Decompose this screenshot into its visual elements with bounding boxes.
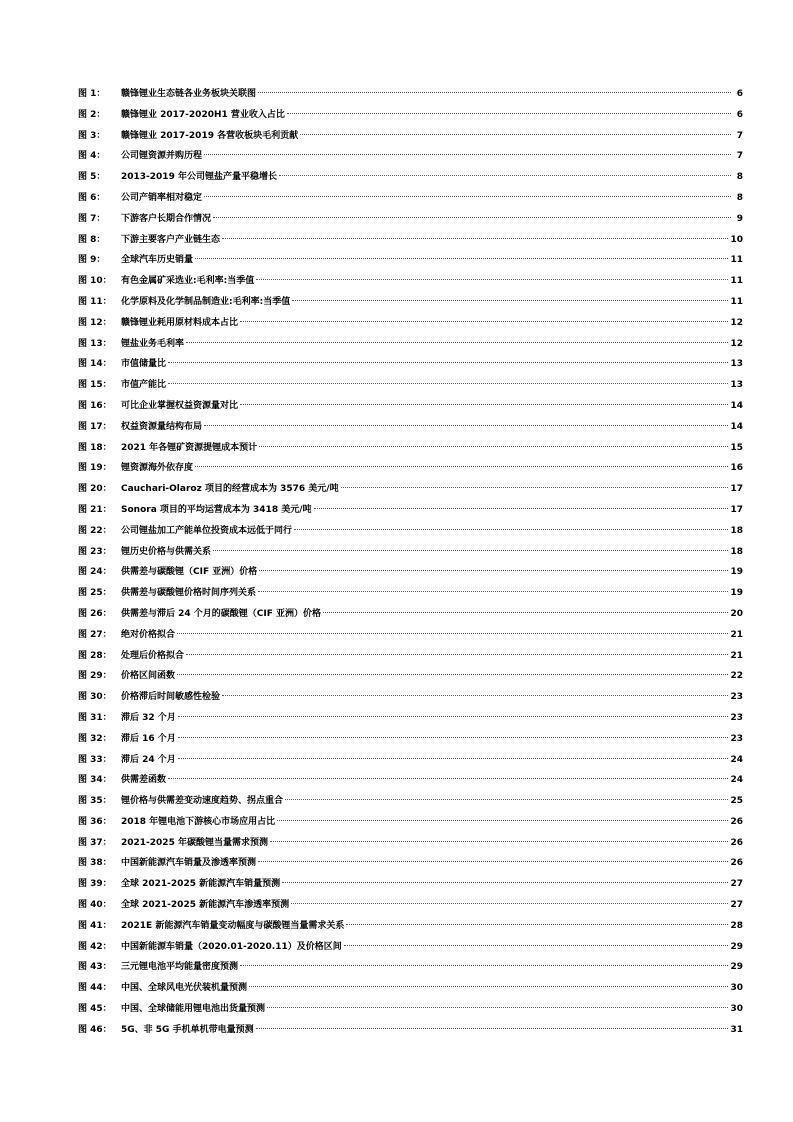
figure-number: 图 38： xyxy=(78,858,112,869)
dot-leader xyxy=(178,758,729,759)
dot-leader xyxy=(168,778,728,779)
page-number: 27 xyxy=(730,900,743,911)
figure-title: 可比企业掌握权益资源量对比 xyxy=(121,400,239,411)
dot-leader xyxy=(240,404,728,405)
figure-number: 图 31： xyxy=(78,712,112,723)
dot-leader xyxy=(204,154,731,155)
dot-leader xyxy=(258,92,731,93)
page-number: 9 xyxy=(736,213,743,224)
figure-title: 公司锂盐加工产能单位投资成本远低于同行 xyxy=(121,525,293,536)
figure-title: 锂价格与供需差变动速度趋势、拐点重合 xyxy=(121,796,284,807)
toc-entry[interactable] xyxy=(78,1020,743,1041)
figure-title: 全球 2021-2025 新能源汽车销量预测 xyxy=(121,879,281,890)
figure-title: 供需差与碳酸锂价格时间序列关系 xyxy=(121,588,257,599)
figure-number: 图 35： xyxy=(78,796,112,807)
figure-number: 图 39： xyxy=(78,879,112,890)
page-number: 13 xyxy=(730,380,743,391)
figure-number: 图 46： xyxy=(78,1024,112,1035)
figure-number: 图 28： xyxy=(78,650,112,661)
toc-entry[interactable] xyxy=(78,937,743,958)
toc-entry[interactable] xyxy=(78,916,743,937)
page-number: 26 xyxy=(730,858,743,869)
figure-title: 赣锋锂业耗用原材料成本占比 xyxy=(121,317,239,328)
dot-leader xyxy=(204,196,731,197)
dot-leader xyxy=(256,1028,729,1029)
figure-title: 中国、全球风电光伏装机量预测 xyxy=(121,983,248,994)
figure-title: 2013-2019 年公司锂盐产量平稳增长 xyxy=(121,172,277,183)
page-number: 26 xyxy=(730,816,743,827)
figure-title: 价格区间函数 xyxy=(121,671,176,682)
dot-leader xyxy=(341,487,729,488)
page-number: 13 xyxy=(730,359,743,370)
figure-number: 图 20： xyxy=(78,484,112,495)
page-number: 16 xyxy=(730,463,743,474)
figure-number: 图 30： xyxy=(78,692,112,703)
page-number: 21 xyxy=(730,629,743,640)
figure-number: 图 10： xyxy=(78,276,112,287)
toc-entry[interactable] xyxy=(78,188,743,209)
toc-entry[interactable] xyxy=(78,542,743,563)
figure-number: 图 6： xyxy=(78,192,106,203)
dot-leader xyxy=(282,882,728,883)
page-number: 19 xyxy=(730,567,743,578)
toc-entry[interactable] xyxy=(78,978,743,999)
toc-entry[interactable] xyxy=(78,770,743,791)
page-number: 15 xyxy=(730,442,743,453)
page-number: 19 xyxy=(730,588,743,599)
figure-title: 滞后 32 个月 xyxy=(121,712,176,723)
toc-entry[interactable] xyxy=(78,791,743,812)
figure-title: 公司锂资源并购历程 xyxy=(121,151,203,162)
page-number: 21 xyxy=(730,650,743,661)
toc-entry[interactable] xyxy=(78,271,743,292)
toc-entry[interactable] xyxy=(78,209,743,230)
dot-leader xyxy=(314,508,729,509)
dot-leader xyxy=(222,238,728,239)
dot-leader xyxy=(323,612,728,613)
dot-leader xyxy=(249,986,728,987)
page-number: 22 xyxy=(730,671,743,682)
figure-number: 图 14： xyxy=(78,359,112,370)
figure-number: 图 24： xyxy=(78,567,112,578)
page-number: 8 xyxy=(736,192,743,203)
figure-number: 图 23： xyxy=(78,546,112,557)
page-number: 10 xyxy=(730,234,743,245)
page-number: 29 xyxy=(730,941,743,952)
dot-leader xyxy=(177,633,728,634)
figure-title: Cauchari-Olaroz 项目的经营成本为 3576 美元/吨 xyxy=(121,484,339,495)
toc-entry[interactable] xyxy=(78,957,743,978)
page-number: 7 xyxy=(736,130,743,141)
dot-leader xyxy=(186,342,728,343)
page-number: 31 xyxy=(730,1024,743,1035)
figure-title: 全球 2021-2025 新能源汽车渗透率预测 xyxy=(121,900,290,911)
toc-entry[interactable] xyxy=(78,729,743,750)
figure-number: 图 1： xyxy=(78,89,106,99)
dot-leader xyxy=(240,321,728,322)
figure-title: 5G、非 5G 手机单机带电量预测 xyxy=(121,1024,254,1035)
page-number: 23 xyxy=(730,712,743,723)
figure-title: 化学原料及化学制品制造业:毛利率:当季值 xyxy=(121,296,291,307)
dot-leader xyxy=(270,841,729,842)
toc-entry[interactable] xyxy=(78,625,743,646)
dot-leader xyxy=(259,570,728,571)
dot-leader xyxy=(258,861,728,862)
figure-title: 市值储量比 xyxy=(121,359,167,370)
page-number: 18 xyxy=(730,525,743,536)
figure-number: 图 26： xyxy=(78,608,112,619)
figure-title: 三元锂电池平均能量密度预测 xyxy=(121,962,239,973)
figure-title: 处理后价格拟合 xyxy=(121,650,185,661)
figure-number: 图 36： xyxy=(78,816,112,827)
figure-number: 图 4： xyxy=(78,151,106,162)
toc-entry[interactable] xyxy=(78,666,743,687)
figure-title: 供需差函数 xyxy=(121,775,167,786)
dot-leader xyxy=(291,903,728,904)
figure-title: 赣锋锂业 2017-2019 各营收板块毛利贡献 xyxy=(121,130,299,141)
figure-number: 图 17： xyxy=(78,421,112,432)
figure-number: 图 16： xyxy=(78,400,112,411)
toc-entry[interactable] xyxy=(78,354,743,375)
figure-number: 图 37： xyxy=(78,837,112,848)
page-number: 11 xyxy=(730,276,743,287)
dot-leader xyxy=(177,674,728,675)
dot-leader xyxy=(300,134,731,135)
dot-leader xyxy=(186,654,728,655)
dot-leader xyxy=(277,820,728,821)
figure-number: 图 43： xyxy=(78,962,112,973)
toc-entry[interactable] xyxy=(78,999,743,1020)
figure-number: 图 2： xyxy=(78,109,106,120)
page-number: 24 xyxy=(730,754,743,765)
figure-title: 中国新能源汽车销量及渗透率预测 xyxy=(121,858,257,869)
figure-title: Sonora 项目的平均运营成本为 3418 美元/吨 xyxy=(121,504,312,515)
toc-entry[interactable] xyxy=(78,562,743,583)
dot-leader xyxy=(195,466,728,467)
toc-entry[interactable] xyxy=(78,313,743,334)
dot-leader xyxy=(279,175,731,176)
figure-title: 公司产销率相对稳定 xyxy=(121,192,203,203)
toc-entry[interactable] xyxy=(78,895,743,916)
toc-entry[interactable] xyxy=(78,375,743,396)
toc-entry[interactable] xyxy=(78,292,743,313)
toc-entry[interactable] xyxy=(78,396,743,417)
figure-title: 绝对价格拟合 xyxy=(121,629,176,640)
dot-leader xyxy=(178,716,729,717)
page-number: 24 xyxy=(730,775,743,786)
page-number: 26 xyxy=(730,837,743,848)
toc-entry[interactable] xyxy=(78,853,743,874)
page-number: 7 xyxy=(736,151,743,162)
dot-leader xyxy=(178,737,729,738)
dot-leader xyxy=(267,1007,728,1008)
page-number: 27 xyxy=(730,879,743,890)
figure-number: 图 19： xyxy=(78,463,112,474)
toc-entry[interactable] xyxy=(78,458,743,479)
toc-entry[interactable] xyxy=(78,604,743,625)
figure-title: 市值产能比 xyxy=(121,380,167,391)
page-number: 25 xyxy=(730,796,743,807)
toc-entry[interactable] xyxy=(78,146,743,167)
figure-number: 图 13： xyxy=(78,338,112,349)
toc-entry[interactable] xyxy=(78,105,743,126)
page-number: 30 xyxy=(730,983,743,994)
dot-leader xyxy=(259,446,728,447)
page-number: 8 xyxy=(736,172,743,183)
figure-table-of-contents xyxy=(78,84,743,1041)
toc-entry[interactable] xyxy=(78,646,743,667)
page-number: 20 xyxy=(730,608,743,619)
dot-leader xyxy=(168,362,728,363)
dot-leader xyxy=(240,965,728,966)
figure-title: 2021E 新能源汽车销量变动幅度与碳酸锂当量需求关系 xyxy=(121,920,345,931)
figure-number: 图 33： xyxy=(78,754,112,765)
figure-number: 图 32： xyxy=(78,733,112,744)
dot-leader xyxy=(168,383,728,384)
figure-number: 图 21： xyxy=(78,504,112,515)
toc-entry[interactable] xyxy=(78,708,743,729)
page-number: 12 xyxy=(730,317,743,328)
toc-entry[interactable] xyxy=(78,521,743,542)
page-number: 29 xyxy=(730,962,743,973)
figure-title: 供需差与滞后 24 个月的碳酸锂（CIF 亚洲）价格 xyxy=(121,608,322,619)
toc-entry[interactable] xyxy=(78,479,743,500)
page-number: 28 xyxy=(730,920,743,931)
figure-title: 价格滞后时间敏感性检验 xyxy=(121,692,221,703)
page-number: 12 xyxy=(730,338,743,349)
page-number: 23 xyxy=(730,692,743,703)
dot-leader xyxy=(287,113,731,114)
figure-title: 全球汽车历史销量 xyxy=(121,255,194,266)
page-number: 14 xyxy=(730,400,743,411)
page-number: 30 xyxy=(730,1004,743,1015)
figure-number: 图 9： xyxy=(78,255,106,266)
dot-leader xyxy=(213,550,728,551)
figure-number: 图 3： xyxy=(78,130,106,141)
figure-title: 赣锋锂业生态链各业务板块关联图 xyxy=(121,89,257,99)
figure-title: 中国、全球储能用锂电池出货量预测 xyxy=(121,1004,266,1015)
figure-title: 赣锋锂业 2017-2020H1 营业收入占比 xyxy=(121,109,285,120)
toc-entry[interactable] xyxy=(78,334,743,355)
toc-entry[interactable] xyxy=(78,230,743,251)
page-number: 11 xyxy=(730,255,743,266)
dot-leader xyxy=(258,591,728,592)
figure-number: 图 45： xyxy=(78,1004,112,1015)
toc-entry[interactable] xyxy=(78,500,743,521)
figure-title: 2021-2025 年碳酸锂当量需求预测 xyxy=(121,837,268,848)
figure-number: 图 29： xyxy=(78,671,112,682)
dot-leader xyxy=(292,300,728,301)
figure-title: 权益资源量结构布局 xyxy=(121,421,203,432)
dot-leader xyxy=(195,258,728,259)
toc-entry[interactable] xyxy=(78,167,743,188)
figure-title: 中国新能源车销量（2020.01-2020.11）及价格区间 xyxy=(121,941,342,952)
toc-entry[interactable] xyxy=(78,438,743,459)
figure-title: 锂资源海外依存度 xyxy=(121,463,194,474)
toc-entry[interactable] xyxy=(78,250,743,271)
dot-leader xyxy=(285,799,728,800)
dot-leader xyxy=(213,217,731,218)
figure-number: 图 34： xyxy=(78,775,112,786)
figure-number: 图 18： xyxy=(78,442,112,453)
figure-number: 图 15： xyxy=(78,380,112,391)
figure-title: 锂历史价格与供需关系 xyxy=(121,546,212,557)
figure-number: 图 41： xyxy=(78,920,112,931)
figure-number: 图 8： xyxy=(78,234,106,245)
page-number: 6 xyxy=(736,89,743,99)
toc-entry[interactable] xyxy=(78,126,743,147)
toc-entry[interactable] xyxy=(78,687,743,708)
dot-leader xyxy=(344,945,729,946)
figure-number: 图 7： xyxy=(78,213,106,224)
figure-title: 2018 年锂电池下游核心市场应用占比 xyxy=(121,816,276,827)
figure-number: 图 44： xyxy=(78,983,112,994)
figure-title: 滞后 24 个月 xyxy=(121,754,176,765)
page-number: 17 xyxy=(730,484,743,495)
toc-entry[interactable] xyxy=(78,583,743,604)
toc-entry[interactable] xyxy=(78,812,743,833)
figure-title: 下游客户长期合作情况 xyxy=(121,213,212,224)
toc-entry[interactable] xyxy=(78,84,743,105)
figure-title: 滞后 16 个月 xyxy=(121,733,176,744)
figure-title: 下游主要客户产业链生态 xyxy=(121,234,221,245)
dot-leader xyxy=(294,529,728,530)
page-number: 6 xyxy=(736,109,743,120)
dot-leader xyxy=(346,924,728,925)
figure-title: 2021 年各锂矿资源提锂成本预计 xyxy=(121,442,258,453)
toc-entry[interactable] xyxy=(78,833,743,854)
figure-number: 图 42： xyxy=(78,941,112,952)
figure-number: 图 22： xyxy=(78,525,112,536)
page-number: 14 xyxy=(730,421,743,432)
figure-title: 有色金属矿采选业:毛利率:当季值 xyxy=(121,276,255,287)
figure-number: 图 12： xyxy=(78,317,112,328)
dot-leader xyxy=(256,279,728,280)
figure-title: 锂盐业务毛利率 xyxy=(121,338,185,349)
figure-number: 图 5： xyxy=(78,172,106,183)
toc-entry[interactable] xyxy=(78,750,743,771)
figure-number: 图 25： xyxy=(78,588,112,599)
figure-number: 图 27： xyxy=(78,629,112,640)
dot-leader xyxy=(204,425,728,426)
page-number: 18 xyxy=(730,546,743,557)
figure-number: 图 11： xyxy=(78,296,112,307)
page-number: 11 xyxy=(730,296,743,307)
dot-leader xyxy=(222,695,728,696)
figure-number: 图 40： xyxy=(78,900,112,911)
figure-title: 供需差与碳酸锂（CIF 亚洲）价格 xyxy=(121,567,258,578)
page-number: 23 xyxy=(730,733,743,744)
toc-entry[interactable] xyxy=(78,874,743,895)
toc-entry[interactable] xyxy=(78,417,743,438)
page-number: 17 xyxy=(730,504,743,515)
